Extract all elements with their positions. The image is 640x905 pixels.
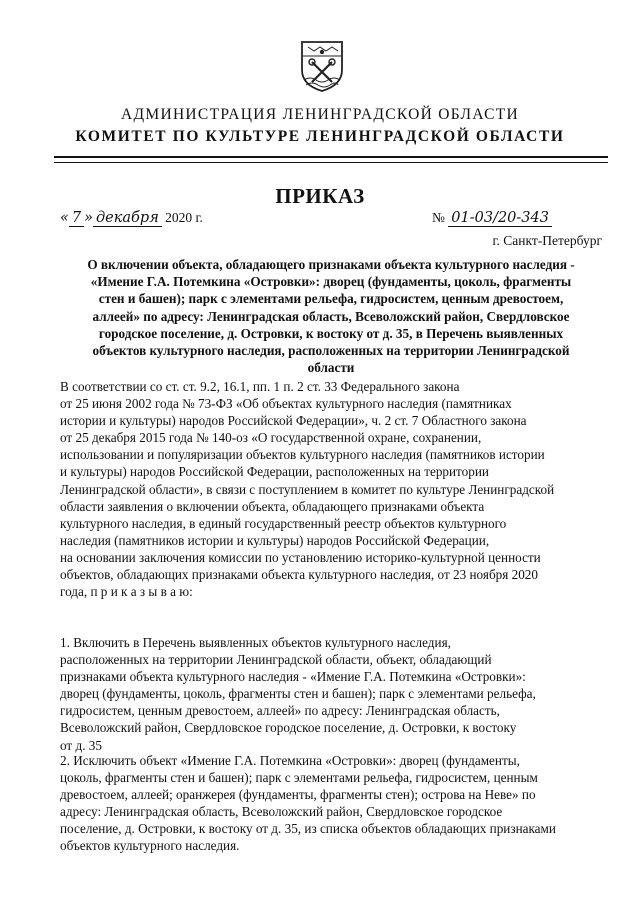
- order-item-2: 2. Исключить объект «Имение Г.А. Потемкина «Островки»: дворец (фундаменты, цоколь, фрагменты стен и башен); парк с элементами рельефа, гидросистем, ценным древостоем, аллеей; оранжерея (фундаменты, фрагменты стен); острова на Неве» по адресу: Ленинградская область, Всеволожский район, Свердловское городское поселение, д. Островки, к востоку от д. 35, из списка объектов обладающих признаками объектов культурного наследия.: [60, 753, 556, 854]
- document-city: г. Санкт-Петербург: [492, 233, 602, 248]
- date-year: 2020 г.: [161, 210, 203, 225]
- preamble-paragraph: В соответствии со ст. ст. 9.2, 16.1, пп. 1 п. 2 ст. 33 Федерального закона от 25 июня 2002 года № 73-ФЗ «Об объектах культурного наследия (памятниках истории и культуры) народов Российской Федерации», ч. 2 ст. 7 Областного закона от 25 декабря 2015 года № 140-оз «О государственной охране, сохранении, использовании и популяризации объектов культурного наследия (памятников истории и культуры) народов Российской Федерации, расположенных на территории Ленинградской области», в связи с поступлением в комитет по культуре Ленинградской области заявления о включении объекта, обладающего признаками объекта культурного наследия, в единый государственный реестр объектов культурного наследия (памятников истории и культуры) народов Российской Федерации, на основании заключения комиссии по установлению историко-культурной ценности объектов, обладающих признаками объекта культурного наследия, от 23 ноября 2020 года, п р и к а з ы в а ю:: [60, 379, 555, 600]
- date-open-quote: «: [60, 210, 69, 226]
- document-title: ПРИКАЗ: [275, 184, 365, 208]
- date-close-quote: »: [84, 210, 93, 226]
- coat-of-arms-icon: [298, 40, 346, 92]
- header-rule-thin: [54, 162, 608, 163]
- order-item-1: 1. Включить в Перечень выявленных объектов культурного наследия, расположенных на территории Ленинградской области, объект, обладающий признаками объекта культурного наследия - «Имение Г.А. Потемкина «Островки»: дворец (фундаменты, цоколь, фрагменты стен и башен); парк с элементами рельефа, гидросистем, ценным древостоем, аллеей» по адресу: Ленинградская область, Всеволожский район, Свердловское городское поселение, д. Островки, к востоку от д. 35: [60, 635, 536, 753]
- document-number: [432, 210, 552, 227]
- org-name-line1: АДМИНИСТРАЦИЯ ЛЕНИНГРАДСКОЙ ОБЛАСТИ: [121, 106, 519, 123]
- date-month: декабря: [93, 210, 162, 227]
- document-date: [60, 210, 203, 227]
- org-name-line2: КОМИТЕТ ПО КУЛЬТУРЕ ЛЕНИНГРАДСКОЙ ОБЛАСТИ: [75, 128, 565, 145]
- number-prefix: №: [432, 210, 445, 225]
- date-day: 7: [69, 210, 84, 227]
- header-rule-thick: [54, 156, 608, 158]
- number-value: 01-03/20-343: [448, 210, 552, 227]
- document-heading: О включении объекта, обладающего признаками объекта культурного наследия - «Имение Г.А. Потемкина «Островки»: дворец (фундаменты, цоколь, фрагменты стен и башен); парк с элементами рельефа, гидросистем, ценным древостоем, аллеей» по адресу: Ленинградская область, Всеволожский район, Свердловское городское поселение, д. Островки, к востоку от д. 35, в Перечень выявленных объектов культурного наследия, расположенных на территории Ленинградской области: [87, 257, 575, 376]
